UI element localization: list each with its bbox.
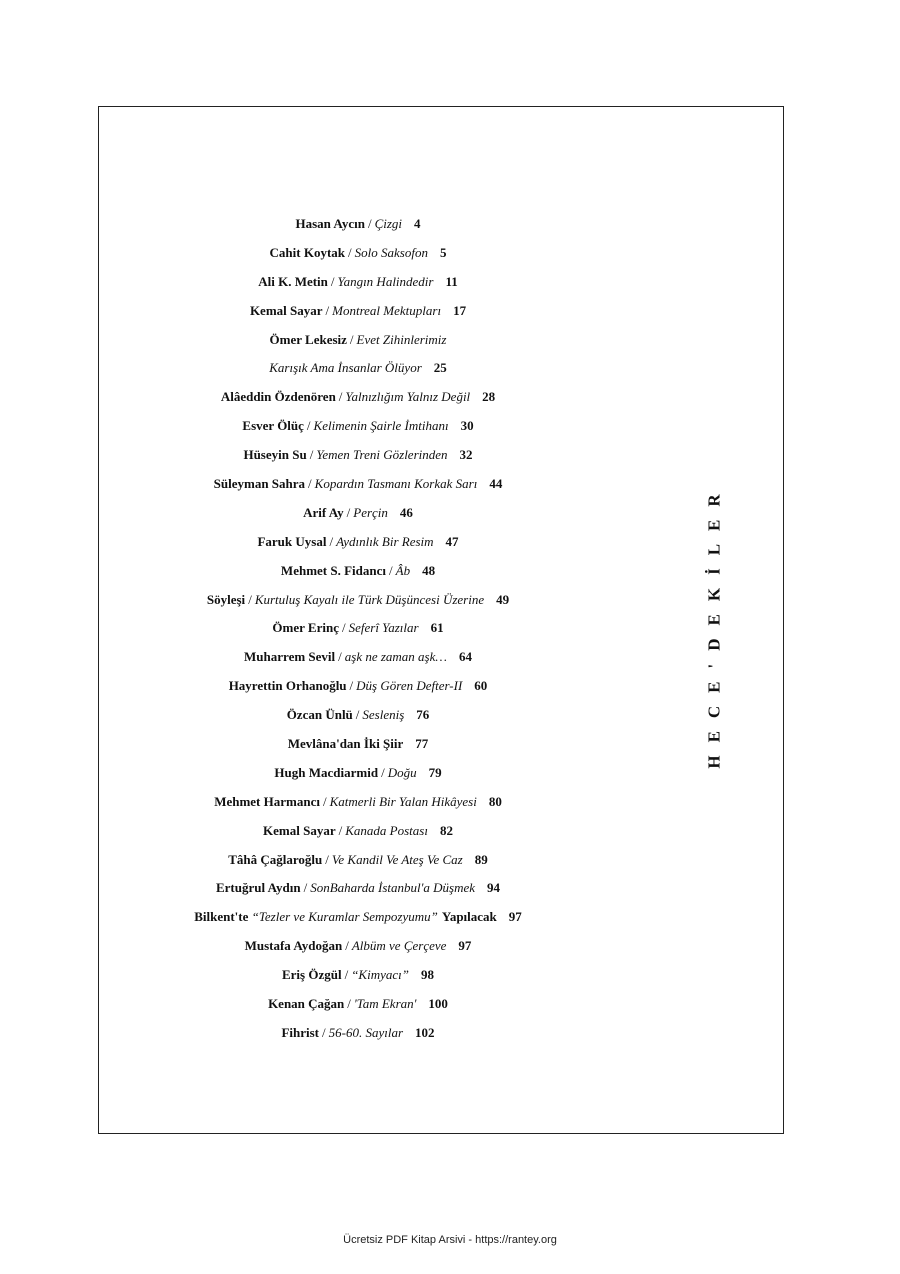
toc-page-number: 82 (439, 822, 453, 838)
toc-page-number: 25 (433, 360, 447, 376)
toc-page-number: 80 (488, 793, 502, 809)
toc-page-number: 60 (474, 678, 488, 694)
toc-separator: / (325, 851, 329, 867)
toc-author: Kemal Sayar (263, 822, 336, 838)
toc-entry (98, 354, 618, 383)
toc-author: Faruk Uysal (257, 533, 327, 549)
toc-author: Cahit Koytak (269, 244, 346, 260)
toc-work-title: Yalnızlığım Yalnız Değil (345, 389, 471, 405)
toc-entry (98, 961, 618, 990)
toc-author: Tâhâ Çağlaroğlu (228, 851, 323, 867)
toc-work-title: Solo Saksofon (354, 244, 428, 260)
toc-author: Esver Ölüç (242, 418, 304, 434)
toc-entry (98, 1019, 618, 1048)
toc-work-title: Seferî Yazılar (348, 620, 419, 636)
toc-page-number: 32 (459, 447, 473, 463)
toc-separator: / (303, 880, 308, 896)
toc-author: Ali K. Metin (258, 273, 328, 289)
toc-separator: / (306, 418, 311, 434)
toc-separator: / (338, 822, 343, 838)
toc-author: Söyleşi (206, 591, 246, 607)
toc-separator: / (308, 476, 312, 492)
toc-entry (98, 672, 618, 701)
toc-separator: / (349, 331, 354, 347)
toc-entry (98, 470, 618, 499)
toc-author: Bilkent'te (194, 909, 249, 925)
toc-separator: / (309, 447, 314, 463)
toc-entry (98, 817, 618, 846)
toc-author: Mustafa Aydoğan (244, 938, 343, 954)
toc-page-number: 61 (430, 620, 444, 636)
toc-entry (98, 441, 618, 470)
toc-entry (98, 990, 618, 1019)
toc-entry (98, 412, 618, 441)
toc-page-number: 48 (422, 562, 436, 578)
toc-work-title: 'Tam Ekran' (353, 996, 417, 1012)
toc-separator: / (329, 533, 334, 549)
toc-separator: / (348, 244, 352, 260)
toc-entry (98, 586, 618, 615)
toc-page-number: 97 (508, 909, 522, 925)
toc-entry (98, 210, 618, 239)
toc-author: Mehmet S. Fidancı (280, 562, 386, 578)
toc-page-number: 77 (415, 736, 429, 752)
toc-author: Ömer Erinç (272, 620, 339, 636)
toc-page-number: 30 (460, 418, 474, 434)
toc-separator: / (248, 591, 252, 607)
table-of-contents (98, 210, 618, 1048)
vertical-title (700, 460, 730, 790)
toc-separator: / (345, 938, 349, 954)
toc-entry (98, 268, 618, 297)
toc-author: Mehmet Harmancı (214, 793, 320, 809)
toc-entry (98, 297, 618, 326)
toc-author: Hüseyin Su (243, 447, 307, 463)
toc-entry (98, 614, 618, 643)
toc-page-number: 47 (445, 533, 459, 549)
toc-author: Muharrem Sevil (244, 649, 336, 665)
toc-work-title: Düş Gören Defter-II (356, 678, 463, 694)
toc-page-number: 46 (399, 504, 413, 520)
toc-author: Fihrist (281, 1024, 320, 1040)
toc-entry (98, 846, 618, 875)
toc-separator: / (330, 273, 335, 289)
toc-separator: / (355, 707, 360, 723)
toc-work-title: Âb (395, 562, 411, 578)
toc-author: Kemal Sayar (249, 302, 323, 318)
toc-work-title: Katmerli Bir Yalan Hikâyesi (329, 793, 477, 809)
toc-work-title: Evet Zihinlerimiz (356, 331, 447, 347)
toc-entry (98, 759, 618, 788)
toc-entry (98, 788, 618, 817)
toc-author: Özcan Ünlü (286, 707, 353, 723)
toc-trailing-text: Yapılacak (441, 909, 497, 925)
toc-page-number: 49 (496, 591, 510, 607)
toc-author: Ömer Lekesiz (269, 331, 347, 347)
toc-work-title: Kopardın Tasmanı Korkak Sarı (314, 476, 478, 492)
toc-work-title: Karışık Ama İnsanlar Ölüyor (269, 360, 422, 376)
toc-work-title: aşk ne zaman aşk… (344, 649, 447, 665)
toc-separator: / (344, 967, 349, 983)
toc-page-number: 79 (428, 764, 442, 780)
toc-page-number: 98 (421, 967, 434, 983)
toc-page-number: 4 (414, 216, 421, 231)
toc-work-title: Kanada Postası (345, 822, 428, 838)
toc-entry (98, 903, 618, 932)
toc-author: Kenan Çağan (268, 996, 345, 1012)
toc-page-number: 28 (482, 389, 496, 405)
toc-author: Eriş Özgül (281, 967, 342, 983)
toc-page-number: 76 (416, 707, 430, 723)
toc-work-title: “Kimyacı” (351, 967, 409, 983)
toc-author: Mevlâna'dan İki Şiir (287, 736, 404, 752)
toc-separator: / (341, 620, 346, 636)
toc-work-title: Perçin (353, 504, 388, 520)
vertical-title-text: HECE'DEKİLER (705, 481, 724, 769)
toc-separator: / (338, 389, 343, 405)
toc-author: Arif Ay (303, 504, 344, 520)
toc-separator: / (347, 996, 351, 1012)
toc-entry (98, 730, 618, 759)
toc-page-number: 64 (458, 649, 472, 665)
toc-page-number: 17 (453, 302, 467, 318)
toc-separator: / (349, 678, 354, 694)
toc-separator: / (338, 649, 342, 665)
toc-work-title: Çizgi (374, 216, 403, 231)
toc-separator: / (367, 216, 372, 231)
toc-author: Alâeddin Özdenören (220, 389, 336, 405)
toc-entry (98, 557, 618, 586)
toc-page-number: 102 (415, 1024, 435, 1040)
toc-entry (98, 701, 618, 730)
toc-entry (98, 932, 618, 961)
toc-page-number: 94 (487, 880, 501, 896)
toc-work-title: Kurtuluş Kayalı ile Türk Düşüncesi Üzerine (254, 591, 485, 607)
footer: Ücretsiz PDF Kitap Arsivi - https://rantey.org (343, 1234, 557, 1246)
toc-separator: / (381, 764, 385, 780)
toc-work-title: Sesleniş (362, 707, 405, 723)
toc-author: Hugh Macdiarmid (274, 764, 379, 780)
toc-author: Hayrettin Orhanoğlu (228, 678, 347, 694)
toc-work-title: Aydınlık Bir Resim (336, 533, 434, 549)
toc-separator: / (325, 302, 330, 318)
toc-entry (98, 874, 618, 903)
toc-work-title: Ve Kandil Ve Ateş Ve Caz (331, 851, 463, 867)
toc-work-title: SonBaharda İstanbul'a Düşmek (310, 880, 476, 896)
toc-separator: / (389, 562, 393, 578)
toc-work-title: Yemen Treni Gözlerinden (316, 447, 448, 463)
toc-entry (98, 643, 618, 672)
toc-entry (98, 499, 618, 528)
toc-entry (98, 383, 618, 412)
toc-page-number: 44 (489, 476, 503, 492)
toc-page-number: 5 (439, 244, 447, 260)
toc-page-number: 11 (445, 273, 458, 289)
toc-work-title: Albüm ve Çerçeve (351, 938, 447, 954)
toc-separator: / (346, 504, 351, 520)
toc-entry (98, 239, 618, 268)
toc-entry (98, 326, 618, 355)
toc-work-title: Kelimenin Şairle İmtihanı (313, 418, 449, 434)
toc-page-number: 97 (458, 938, 472, 954)
toc-work-title: 56-60. Sayılar (328, 1024, 404, 1040)
toc-entry (98, 528, 618, 557)
toc-separator: / (322, 1024, 326, 1040)
toc-author: Hasan Aycın (295, 216, 365, 231)
toc-author: Süleyman Sahra (213, 476, 306, 492)
toc-page-number: 100 (428, 996, 448, 1012)
toc-page-number: 89 (474, 851, 488, 867)
toc-work-title: Yangın Halindedir (337, 273, 434, 289)
toc-work-title: Doğu (387, 764, 417, 780)
toc-work-title: “Tezler ve Kuramlar Sempozyumu” (251, 909, 438, 925)
toc-work-title: Montreal Mektupları (332, 302, 442, 318)
toc-separator: / (322, 793, 327, 809)
toc-author: Ertuğrul Aydın (215, 880, 301, 896)
